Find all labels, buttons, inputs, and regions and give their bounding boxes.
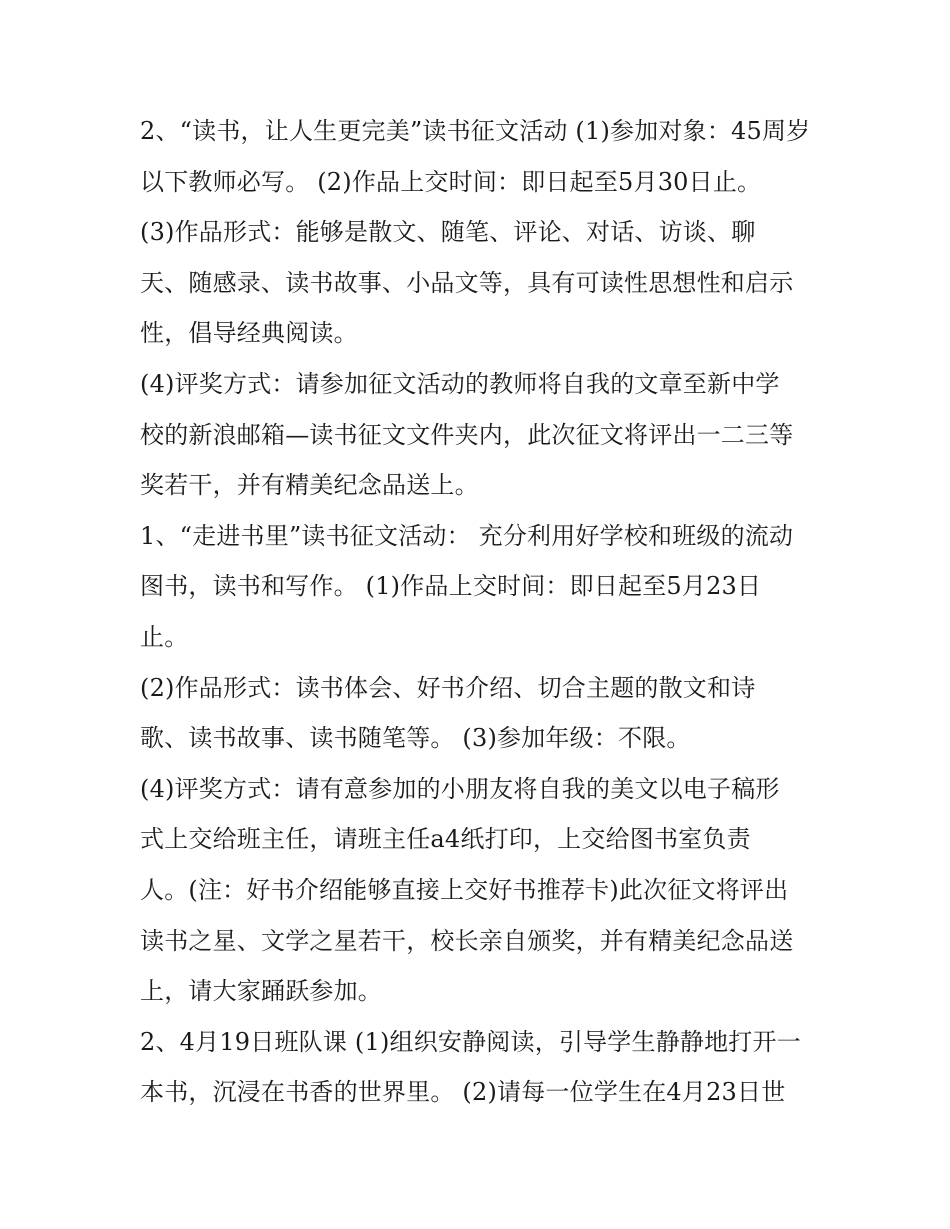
text-line: 人。(注：好书介绍能够直接上交好书推荐卡)此次征文将评出 [140, 875, 789, 904]
text-line: (4)评奖方式：请有意参加的小朋友将自我的美文以电子稿形 [140, 774, 780, 803]
document-body [140, 106, 820, 1118]
text-line: 校的新浪邮箱—读书征文文件夹内，此次征文将评出一二三等 [140, 420, 794, 449]
text-line: (2)作品形式：读书体会、好书介绍、切合主题的散文和诗 [140, 673, 756, 702]
text-line: 天、随感录、读书故事、小品文等，具有可读性思想性和启示 [140, 268, 794, 297]
text-line: 图书，读书和写作。 (1)作品上交时间：即日起至5月23日 [140, 572, 762, 601]
text-line: 奖若干，并有精美纪念品送上。 [140, 471, 479, 500]
text-line: 1、“走进书里”读书征文活动： 充分利用好学校和班级的流动 [140, 521, 794, 550]
text-line: 2、4月19日班队课 (1)组织安静阅读，引导学生静静地打开一 [140, 1027, 801, 1056]
text-line: (3)作品形式：能够是散文、随笔、评论、对话、访谈、聊 [140, 218, 756, 247]
text-line: 止。 [140, 622, 189, 651]
text-line: 歌、读书故事、读书随笔等。 (3)参加年级：不限。 [140, 724, 691, 753]
text-line: (4)评奖方式：请参加征文活动的教师将自我的文章至新中学 [140, 369, 780, 398]
text-line: 上，请大家踊跃参加。 [140, 977, 382, 1006]
text-line: 性，倡导经典阅读。 [140, 319, 358, 348]
text-line: 以下教师必写。 (2)作品上交时间：即日起至5月30日止。 [140, 167, 762, 196]
text-line: 2、“读书，让人生更完美”读书征文活动 (1)参加对象：45周岁 [140, 117, 811, 145]
text-line: 式上交给班主任，请班主任a4纸打印，上交给图书室负责 [140, 825, 751, 854]
text-line: 本书，沉浸在书香的世界里。 (2)请每一位学生在4月23日世 [140, 1078, 786, 1107]
text-line: 读书之星、文学之星若干，校长亲自颁奖，并有精美纪念品送 [140, 926, 794, 955]
